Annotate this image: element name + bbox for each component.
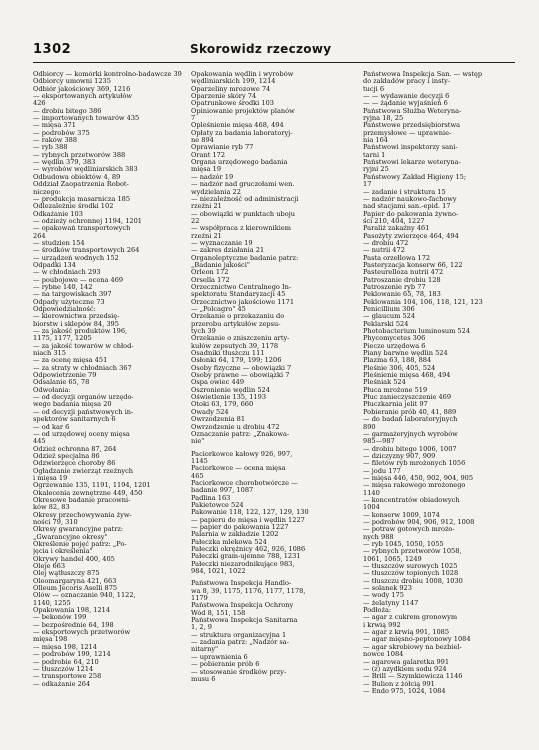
index-entry: Oparzeliny mrozowe 74 [191,84,271,93]
index-entry: — zadanie i struktura 15 [363,187,446,196]
index-entry: Oparzenie skóry 74 [191,92,257,101]
index-entry: — garmażeryjnych wyrobów [363,429,458,438]
index-entry: — podrobów 199, 1214 [33,650,111,659]
index-entry: Pałeczki gram-ujemne 788, 1231 [191,552,301,561]
index-entry: — za jakość produktów 196, [33,327,128,336]
index-entry: Odbudowa obiektów 4, 89 [33,172,121,181]
index-entry: jęcia i określenia" [33,547,93,556]
index-entry: Opleśnienie mięsa 468, 494 [191,121,284,130]
index-entry: Plazma 63, 188, 884 [363,356,432,365]
index-entry: — za jakość towarów w chłod- [33,341,134,350]
index-entry: Orleon 172 [191,268,229,277]
index-entry: — bezpośrednie 64, 198 [33,620,114,629]
index-entry: — — wydawanie decyzji 6 [363,92,450,101]
index-entry: — poubojowe — ocena 469 [33,275,124,284]
index-entry: ności 79, 310 [33,517,78,526]
index-entry: Oleomargaryna 421, 663 [33,576,117,585]
index-entry: Odpadki 134 [33,260,76,269]
index-entry: Okresy gwarancyjne patrz: [33,525,124,534]
index-entry: Paciorkowce — ocena mięsa [191,464,286,473]
index-entry: 1061, 1065, 1249 [363,554,422,563]
index-entry: Oleje 663 [33,562,66,571]
index-entry: Odzież ochronna 87, 264 [33,444,117,453]
index-entry: Paciorkowce chorobotwórcze — [191,478,298,487]
index-entry: nia 164 [363,136,388,145]
index-entry: — wędlin 379, 383 [33,158,96,167]
index-entry: nowce 1084 [363,650,404,659]
index-entry: Pakietowce 524 [191,500,244,509]
index-entry: rzeźni 21 [191,202,222,211]
index-entry: — Bulion z żółcią 991 [363,679,435,688]
index-entry: — od kar 6 [33,422,70,431]
index-entry: — nutrii 472 [363,246,405,255]
index-entry: — glaucum 524 [363,312,416,321]
index-entry: — agarowa galaretka 991 [363,657,450,666]
index-entry: — agar z krwią 991, 1085 [363,628,450,637]
index-entry: — filetów ryb mrożonych 1056 [363,459,466,468]
index-entry: Państwowy Zakład Higieny 15; [363,172,467,181]
index-entry: — agar skrobiowy na bezbiel- [363,642,462,651]
index-entry: — transportowe 258 [33,672,102,681]
index-entry: — konserw 1009, 1074 [363,510,440,519]
index-column-middle [191,71,341,683]
index-entry: — do badań laboratoryjnych [363,415,458,424]
index-entry: Olów — oznaczanie 940, 1122, [33,591,136,600]
index-entry: Pleśniak 524 [363,378,406,387]
index-entry: 426 [33,99,46,108]
index-entry: ków 82, 83 [33,503,70,512]
index-entry: 264 [33,231,46,240]
index-entry: 445 [33,437,46,446]
index-entry: — urządzeń wodnych 152 [33,253,119,262]
index-entry: Pleśnienie mięsa 468, 494 [363,371,451,380]
index-entry: Peklarski 524 [363,319,409,328]
index-entry: nad stacjami san.-epid. 17 [363,202,451,211]
index-entry: 984, 1021, 1022 [191,567,246,576]
index-entry: Papier do pakowania żywno- [363,209,459,218]
index-entry: — mięsa 198, 1214 [33,642,97,651]
index-entry: Paciorkowce kałowy 926, 997, [191,449,293,458]
index-entry: — koncentratów obiadowych [363,495,460,504]
index-entry: — (z) azydkiem sodu 924 [363,664,447,673]
index-entry: Państwowa Inspekcja Ochrony [191,601,294,610]
index-entry: Odwołania: [33,385,71,394]
index-entry: Okrywy handel 400, 405 [33,554,115,563]
index-entry: — od decyzji organów urzędo- [33,393,134,402]
index-entry: Owady 524 [191,407,229,416]
index-entry: 1179 [191,594,208,603]
index-entry: Płuc zanieczyszczenie 469 [363,393,452,402]
index-column-right [363,71,513,695]
index-entry: — zakres działania 21 [191,246,265,255]
index-entry: Orant 172 [191,150,226,159]
index-entry: ryjni 25 [363,165,389,174]
index-entry: Otoki 63, 179, 660 [191,400,254,409]
index-entry: — niezależność od administracji [191,194,299,203]
index-entry: nych 988 [363,532,394,541]
index-entry: — mięsa rakowego mrożonego [363,481,466,490]
index-entry: — eksportowanych artykułów [33,92,132,101]
index-entry: Osadniki tłuszczu 111 [191,349,265,358]
index-entry: musu 6 [191,674,216,683]
index-entry: — Brill — Szymkiewicza 1146 [363,672,463,681]
index-entry: Organa urzędowego badania [191,158,288,167]
index-entry: kułów zepsutych 39, 1178 [191,341,279,350]
index-entry: — tłuszczu drobiu 1008, 1030 [363,576,463,585]
index-entry: — za straty w chłodniach 367 [33,363,132,372]
index-entry: Patroszenie ryb 77 [363,282,426,291]
index-entry: do zakładów pracy i insty- [363,77,451,86]
index-entry: — drobiu 472 [363,238,409,247]
index-entry: wędliniarskich 199, 1214 [191,77,276,86]
index-entry: Piecze urzędowa 6 [363,341,426,350]
index-entry: Owrzodzenie u drobiu 472 [191,422,280,431]
index-entry: Państwowa Inspekcja Sanitarna [191,616,298,625]
index-entry: — opakowań transportowych [33,224,131,233]
index-entry: — tłuszczów surowych 1025 [363,562,458,571]
index-entry: Państwowa Służba Weteryna- [363,106,462,115]
index-entry: — środków transportowych 264 [33,246,140,255]
index-entry: mięsa 198 [33,635,68,644]
index-entry: niczego: [33,187,61,196]
index-entry: Państwowi inspektorzy sani- [363,143,458,152]
index-entry: Owrzodzenia 81 [191,415,246,424]
index-entry: Peklowanie 65, 78, 183 [363,290,441,299]
index-entry: — drobiu bitego 386 [33,106,102,115]
index-entry: 890 [363,422,376,431]
index-entry: Odbiorcy umowni 1235 [33,77,111,86]
index-entry: Pleśnie 306, 405, 524 [363,363,436,372]
index-entry: Odzież specjalna 86 [33,451,100,460]
index-entry: Odpowiedzialność: [33,305,96,313]
index-entry: — podrobie 64, 210 [33,657,99,666]
index-entry: — potraw gotowych mrożo- [363,525,455,534]
running-title: Skorowidz rzeczowy [190,42,332,56]
index-entry: Opiniowanie projektów planów [191,106,295,115]
index-entry: Opłaty za badania laboratoryj- [191,128,293,137]
index-column-left [33,71,183,688]
index-entry: Photobacterium luminosum 524 [363,327,471,336]
index-entry: wego badania mięsa 20 [33,400,112,409]
index-entry: ści 210, 404, 1227 [363,216,425,225]
index-entry: — ryb 388 [33,143,68,152]
index-entry: — współpraca z kierownikiem [191,224,292,233]
index-entry: tych 39 [191,327,216,336]
index-entry: Phycomycetes 306 [363,334,426,343]
index-entry: Określenie pojęć patrz: „Po- [33,540,127,548]
index-entry: Oprawianie ryb 77 [191,143,254,152]
index-entry: Olej wątłuszczy 875 [33,569,100,578]
index-entry: — struktura organizacyjna 1 [191,630,287,639]
index-entry: Pasteryzacja konserw 66, 122 [363,260,463,269]
index-entry: Odpady użyteczne 73 [33,297,105,306]
index-entry: Palarnia w zakładzie 1202 [191,530,279,539]
index-entry: Padlina 163 [191,493,231,502]
index-entry: 22 [191,216,200,225]
index-entry: — produkcja masarnicza 185 [33,194,131,203]
index-entry: — eksportowych przetworów [33,628,131,637]
index-entry: — podrobów 904, 906, 912, 1008 [363,517,475,526]
index-entry: Osłonki 64, 179, 199; 1206 [191,356,282,365]
index-entry: 1140 [363,488,380,497]
index-entry: Podłoża: [363,606,392,615]
index-entry: Pobieranie prób 40, 41, 889 [363,407,457,416]
index-entry: — odzieży ochronnej 1194, 1201 [33,216,142,225]
index-entry: Pasteurelloza nutrii 472 [363,268,444,277]
index-entry: — wyznaczanie 19 [191,238,253,247]
index-entry: Orsella 172 [191,275,230,284]
index-entry: Piany barwne wędlin 524 [363,349,448,358]
index-entry: — uprawnienia 6 [191,652,248,661]
index-entry: spektoratu Standaryzacji 45 [191,290,286,299]
index-entry: Paraliż zakaźny 461 [363,224,430,233]
index-entry: Orzecznictwo Centralnego In- [191,282,292,291]
index-entry: Państwowi lekarze weteryna- [363,158,461,167]
index-entry: „Gwarancyjne okresy" [33,532,108,541]
index-entry: — papieru do mięsa i wędlin 1227 [191,515,305,524]
index-entry: Państwowa Inspekcja San. — wstęp [363,71,483,78]
index-entry: mięsa 19 [191,165,222,174]
index-entry: — raków 388 [33,136,78,145]
index-entry: — pobieranie prób 6 [191,660,260,669]
index-entry: Oświetlenie 135, 1193 [191,393,267,402]
index-entry: — wody 175 [363,591,404,600]
index-entry: i mięsa 19 [33,473,68,482]
index-entry: — solanek 923 [363,584,412,593]
index-entry: Państwowe przedsiębiorstwa [363,121,461,130]
index-entry: przerobu artykułów zepsu- [191,319,281,328]
index-entry: — rybnych przetworów 388 [33,150,126,159]
index-entry: 17 [363,180,372,189]
index-entry: Peklowania 104, 106, 118, 121, 123 [363,297,483,306]
index-entry: — za ocenę mięsa 451 [33,356,108,365]
index-entry: Oznaczanie patrz: „Znakowa- [191,429,290,438]
index-entry: rzeźni 21 [191,231,222,240]
index-entry: Patroszanie drobiu 128 [363,275,441,284]
index-entry: — studzien 154 [33,238,85,247]
index-entry: — nadzór 19 [191,172,234,181]
index-entry: wydzielania 22 [191,187,241,196]
index-entry: — tłuszczów 1214 [33,664,94,673]
index-entry: Osoby fizyczne — obowiązki 7 [191,363,292,372]
index-entry: ryjna 18, 25 [363,114,404,123]
index-entry: Pałeczka mlekowa 524 [191,537,267,546]
index-entry: — — żądanie wyjaśnień 6 [363,99,448,108]
index-entry: — zadania patrz: „Nadzór sa- [191,638,289,647]
index-entry: ne 894 [191,136,214,145]
index-entry: — na targowiskach 397 [33,290,112,299]
index-entry: i krwią 992 [363,620,401,629]
index-entry: 985—987 [363,437,395,446]
index-entry: Pałeczki niezarodnikujące 983, [191,559,295,568]
index-entry: — mięsa 371 [33,121,76,130]
index-entry: 1175, 1177, 1205 [33,334,92,343]
index-entry: Okalecenia zewnętrzne 449, 450 [33,488,143,497]
index-entry: Odpowietrzenie 79 [33,371,97,380]
index-entry: tucji 6 [363,84,385,93]
index-entry: Okresowe badanie pracowni- [33,495,131,504]
index-entry: 1145 [191,456,208,465]
index-entry: 1, 2, 9 [191,623,212,632]
index-entry: wa 8, 39, 1175, 1176, 1177, 1178, [191,586,306,595]
index-entry: Opatrunkowe środki 103 [191,99,274,108]
index-entry: Oddział Zaopatrzenia Robot- [33,180,129,189]
index-entry: Orzekanie o zniszczeniu arty- [191,334,290,343]
index-entry: „Badanie jakości" [191,260,250,269]
index-entry: Ogrzewanie 135, 1191, 1194, 1201 [33,481,151,490]
index-entry: — importowanych towarów 435 [33,114,140,123]
index-entry: 7 [191,114,196,123]
index-entry: — agar mięsno-peptonowy 1084 [363,635,471,644]
index-entry: — bekonów 199 [33,613,87,622]
index-entry: Odkażanie 103 [33,209,83,218]
page-number: 1302 [33,42,72,57]
index-entry: — Endo 975, 1024, 1084 [363,686,446,695]
index-entry: — stosowanie środków przy- [191,667,287,676]
index-entry: Ospa owiec 449 [191,378,245,387]
index-entry: Organoleptyczne badanie patrz: [191,253,299,262]
index-entry: — kierownictwa przedsię- [33,312,120,321]
index-entry: Ogładzanie zwierząt rzeźnych [33,466,134,475]
index-entry: Pakowanie 118, 122, 127, 129, 130 [191,508,309,517]
index-entry: Płuczkarnia jelit 97 [363,400,428,409]
index-entry: przemysłowe — uprawnie- [363,128,452,137]
index-entry: nie" [191,437,205,446]
index-entry: biorstw i sklepów 84, 395 [33,319,119,328]
index-entry: Pałeczki okrężnicy 462, 926, 1086 [191,545,306,553]
index-entry: 465 [191,471,204,480]
index-entry: — mięsa 446, 450, 902, 904, 905 [363,473,474,482]
index-entry: spektorów sanitarnych 6 [33,415,116,424]
index-entry: — rybnych przetworów 1058, [363,547,462,556]
index-entry: Odbiorcy — komórki kontrolno-badawcze 39 [33,71,182,78]
index-entry: Pasożyty zwierzęce 464, 494 [363,231,459,240]
index-entry: — rybne 140, 142 [33,282,93,291]
index-entry: Odbiór jakościowy 369, 1216 [33,84,131,93]
index-entry: Opakowania wędlin i wyrobów [191,71,294,78]
index-entry: — „Polcagro" 45 [191,305,246,313]
index-entry: Oszronienie wędlin 524 [191,385,270,394]
index-entry: Państwowa Inspekcja Handlo- [191,579,292,588]
index-entry: — papier do pakowania 1227 [191,522,289,531]
index-entry: — jodu 177 [363,466,401,475]
index-entry: nitarny" [191,645,219,654]
index-entry: — nadzór nad gruczołami wen. [191,180,295,189]
index-entry: Olleum Jecoris Aselli 875 [33,584,118,593]
index-entry: Odsalanie 65, 78 [33,378,90,387]
index-entry: Orzekanie o przekazaniu do [191,312,285,321]
index-entry: 1140, 1255 [33,598,71,607]
index-entry: — drobiu bitego 1006, 1007 [363,444,457,453]
index-entry: Orzecznictwo jakościowe 1171 [191,297,295,306]
header-rule [33,62,515,63]
index-entry: — wyrobów wędliniarskich 383 [33,165,138,174]
index-entry: — agar z cukrem gronowym [363,613,458,622]
index-entry: Osoby prawne — obowiązki 7 [191,371,290,380]
index-entry: — obowiązki w punktach uboju [191,209,296,218]
index-entry: niach 315 [33,349,66,358]
index-entry: Odzwierzęce choroby 86 [33,459,116,468]
index-entry: badanie 997, 1087 [191,486,254,495]
index-entry: tarni 1 [363,150,386,159]
index-entry: — dziczyzny 907, 909 [363,451,436,460]
index-entry: — od urzędowej oceny mięsa [33,429,130,438]
index-entry: — odkażanie 264 [33,679,91,688]
index-entry: 1004 [363,503,380,512]
index-entry: — żelatyny 1147 [363,598,419,607]
index-entry: Wód 8, 151, 158 [191,608,246,617]
index-entry: Pasta orzełlowa 172 [363,253,431,262]
index-entry: Płuca mrożone 519 [363,385,428,394]
index-entry: — w chłodniach 293 [33,268,101,277]
index-entry: — nadzór naukowo-fachowy [363,194,457,203]
index-entry: — od decyzji państwowych in- [33,407,134,416]
index-entry: — podrobów 375 [33,128,90,137]
index-entry: Opakowania 198, 1214 [33,606,111,615]
index-entry: Odlezależnie środki 102 [33,202,114,211]
index-entry: — tłuszczów topionych 1028 [363,569,459,578]
index-entry: Penicillium 306 [363,305,415,313]
index-entry: — ryb 1045, 1050, 1055 [363,540,444,548]
index-entry: Okresy przechowywania żyw- [33,510,132,519]
